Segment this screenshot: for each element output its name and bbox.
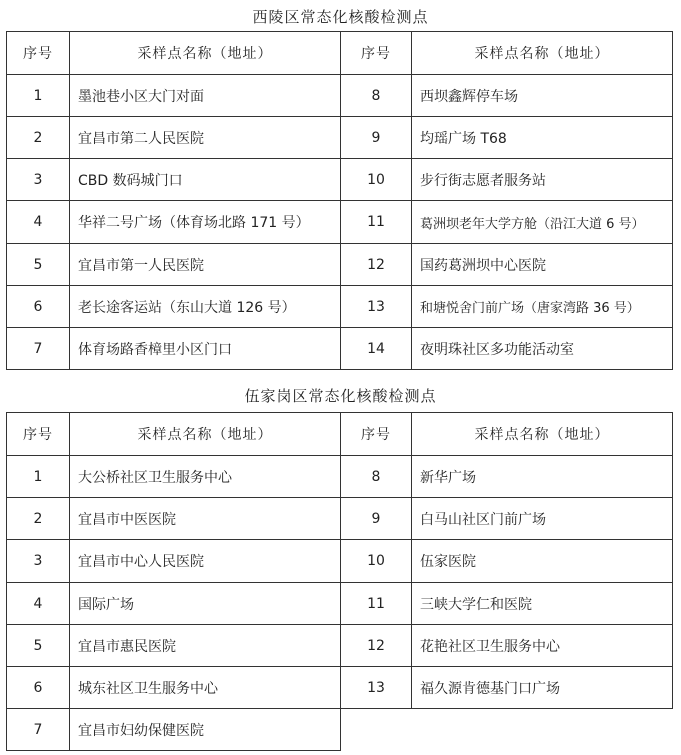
table-row bbox=[7, 117, 673, 159]
header-no: 序号 bbox=[341, 32, 412, 75]
cell-site-name: 体育场路香樟里小区门口 bbox=[70, 328, 341, 370]
cell-no: 4 bbox=[7, 583, 70, 625]
table-row bbox=[7, 201, 673, 244]
cell-site-name: 宜昌市第二人民医院 bbox=[70, 117, 341, 159]
cell-site-name: 三峡大学仁和医院 bbox=[412, 583, 673, 625]
header-no: 序号 bbox=[341, 413, 412, 456]
cell-site-name: 大公桥社区卫生服务中心 bbox=[70, 456, 341, 498]
cell-site-name: 国际广场 bbox=[70, 583, 341, 625]
cell-no: 11 bbox=[341, 201, 412, 244]
cell-no: 12 bbox=[341, 244, 412, 286]
cell-site-name: 宜昌市中医医院 bbox=[70, 498, 341, 540]
table-row bbox=[7, 583, 673, 625]
cell-no: 5 bbox=[7, 625, 70, 667]
cell-no: 13 bbox=[341, 667, 412, 709]
table-title: 西陵区常态化核酸检测点 bbox=[252, 8, 429, 26]
table-row bbox=[7, 328, 673, 370]
cell-no: 8 bbox=[341, 75, 412, 117]
cell-no: 3 bbox=[7, 540, 70, 583]
header-name: 采样点名称（地址） bbox=[412, 413, 673, 456]
cell-site-name: 步行街志愿者服务站 bbox=[412, 159, 673, 201]
table-row bbox=[7, 456, 673, 498]
cell-no: 2 bbox=[7, 498, 70, 540]
cell-site-name: 墨池巷小区大门对面 bbox=[70, 75, 341, 117]
cell-site-name: 福久源肯德基门口广场 bbox=[412, 667, 673, 709]
cell-site-name: 宜昌市中心人民医院 bbox=[70, 540, 341, 583]
cell-no: 3 bbox=[7, 159, 70, 201]
table-row bbox=[7, 244, 673, 286]
testing-site-table-wujiagang bbox=[6, 412, 673, 751]
cell-no: 12 bbox=[341, 625, 412, 667]
cell-site-name: 新华广场 bbox=[412, 456, 673, 498]
cell-site-name: 均瑶广场 T68 bbox=[412, 117, 673, 159]
cell-no: 9 bbox=[341, 117, 412, 159]
cell-no: 7 bbox=[7, 709, 70, 751]
cell-no: 4 bbox=[7, 201, 70, 244]
cell-site-name: 伍家医院 bbox=[412, 540, 673, 583]
table-title: 伍家岗区常态化核酸检测点 bbox=[244, 387, 437, 405]
table-row bbox=[7, 625, 673, 667]
cell-site-name: 城东社区卫生服务中心 bbox=[70, 667, 341, 709]
cell-no: 6 bbox=[7, 667, 70, 709]
testing-site-table-xiling bbox=[6, 31, 673, 370]
cell-no: 5 bbox=[7, 244, 70, 286]
table-row bbox=[7, 159, 673, 201]
cell-site-name: 国药葛洲坝中心医院 bbox=[412, 244, 673, 286]
cell-no: 8 bbox=[341, 456, 412, 498]
cell-site-name: 宜昌市第一人民医院 bbox=[70, 244, 341, 286]
table-header-row bbox=[7, 413, 673, 456]
cell-site-name: 老长途客运站（东山大道 126 号） bbox=[70, 286, 341, 328]
cell-no: 10 bbox=[341, 540, 412, 583]
cell-no: 6 bbox=[7, 286, 70, 328]
cell-no: 1 bbox=[7, 456, 70, 498]
cell-site-name: 西坝鑫辉停车场 bbox=[412, 75, 673, 117]
header-no: 序号 bbox=[7, 413, 70, 456]
cell-site-name: 白马山社区门前广场 bbox=[412, 498, 673, 540]
header-name: 采样点名称（地址） bbox=[412, 32, 673, 75]
cell-site-name: 宜昌市妇幼保健医院 bbox=[70, 709, 341, 751]
cell-site-name: 和塘悦舍门前广场（唐家湾路 36 号） bbox=[412, 286, 673, 328]
cell-site-name: 宜昌市惠民医院 bbox=[70, 625, 341, 667]
empty-cell bbox=[341, 709, 673, 751]
cell-no: 10 bbox=[341, 159, 412, 201]
header-name: 采样点名称（地址） bbox=[70, 413, 341, 456]
cell-site-name: CBD 数码城门口 bbox=[70, 159, 341, 201]
table-row bbox=[7, 540, 673, 583]
table-header-row bbox=[7, 32, 673, 75]
cell-site-name: 葛洲坝老年大学方舱（沿江大道 6 号） bbox=[412, 201, 673, 244]
cell-no: 13 bbox=[341, 286, 412, 328]
cell-no: 2 bbox=[7, 117, 70, 159]
header-no: 序号 bbox=[7, 32, 70, 75]
header-name: 采样点名称（地址） bbox=[70, 32, 341, 75]
cell-no: 1 bbox=[7, 75, 70, 117]
table-row bbox=[7, 75, 673, 117]
table-row bbox=[7, 286, 673, 328]
table-row bbox=[7, 498, 673, 540]
cell-no: 9 bbox=[341, 498, 412, 540]
cell-site-name: 花艳社区卫生服务中心 bbox=[412, 625, 673, 667]
table-row bbox=[7, 667, 673, 709]
cell-no: 7 bbox=[7, 328, 70, 370]
cell-no: 11 bbox=[341, 583, 412, 625]
cell-site-name: 华祥二号广场（体育场北路 171 号） bbox=[70, 201, 341, 244]
table-row bbox=[7, 709, 673, 751]
cell-no: 14 bbox=[341, 328, 412, 370]
cell-site-name: 夜明珠社区多功能活动室 bbox=[412, 328, 673, 370]
